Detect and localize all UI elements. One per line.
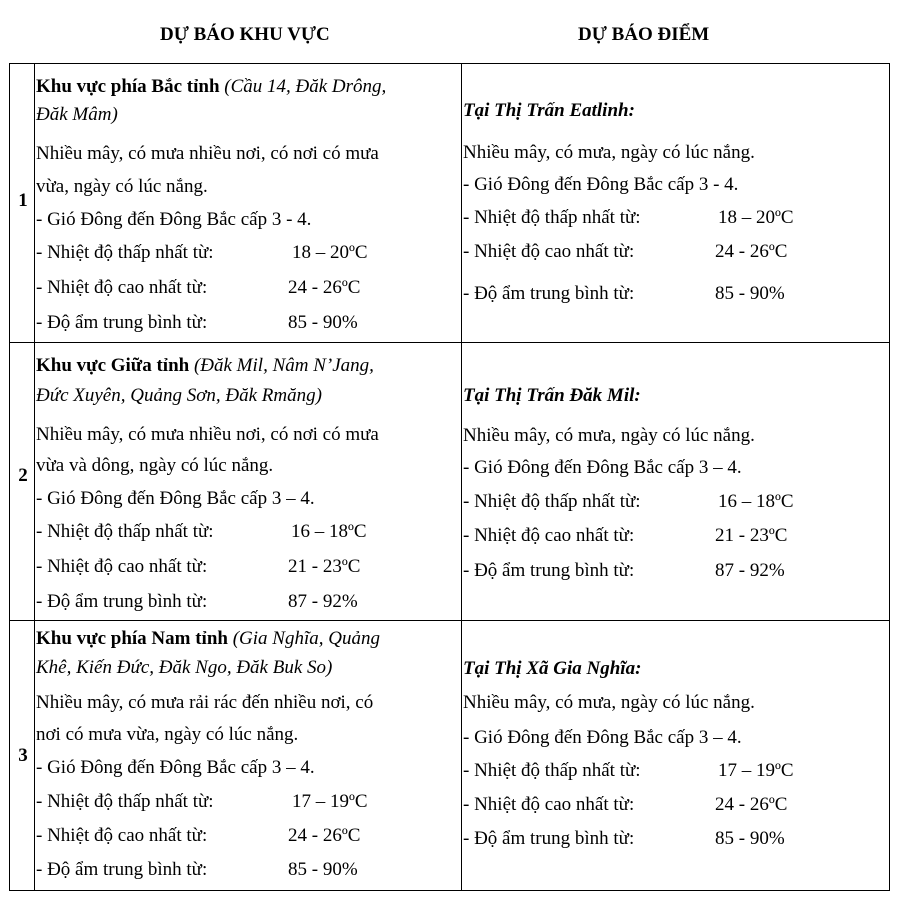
point-max-temp-value: 24 - 26ºC [715,794,788,815]
point-place: Tại Thị Xã Gia Nghĩa: [463,658,642,679]
point-description: Nhiều mây, có mưa, ngày có lúc nắng. [463,692,755,713]
area-description-cont: vừa và dông, ngày có lúc nắng. [36,455,274,476]
area-min-temp-value: 17 – 19ºC [292,791,368,812]
area-max-temp-value: 24 - 26ºC [288,825,361,846]
area-max-temp-value: 21 - 23ºC [288,556,361,577]
area-max-temp-label: - Nhiệt độ cao nhất từ: [36,556,208,577]
area-min-temp-value: 18 – 20ºC [292,242,368,263]
area-description: Nhiều mây, có mưa nhiều nơi, có nơi có mưa [36,143,379,164]
area-humidity-value: 87 - 92% [288,591,358,612]
area-description-cont: vừa, ngày có lúc nắng. [36,176,208,197]
area-description-cont: nơi có mưa vừa, ngày có lúc nắng. [36,724,299,745]
table-border-right [889,63,890,891]
point-forecast-header: DỰ BÁO ĐIỂM [578,24,710,45]
area-min-temp-value: 16 – 18ºC [291,521,367,542]
point-humidity-value: 85 - 90% [715,828,785,849]
area-max-temp-value: 24 - 26ºC [288,277,361,298]
area-max-temp-label: - Nhiệt độ cao nhất từ: [36,825,208,846]
table-border-bottom [9,890,890,891]
point-min-temp-value: 18 – 20ºC [718,207,794,228]
row-number: 3 [18,745,28,766]
table-border-top [9,63,890,64]
area-max-temp-label: - Nhiệt độ cao nhất từ: [36,277,208,298]
point-min-temp-value: 17 – 19ºC [718,760,794,781]
point-humidity-label: - Độ ẩm trung bình từ: [463,560,635,581]
point-min-temp-label: - Nhiệt độ thấp nhất từ: [463,207,641,228]
area-humidity-value: 85 - 90% [288,312,358,333]
row-number: 1 [18,190,28,211]
area-wind: - Gió Đông đến Đông Bắc cấp 3 - 4. [36,209,312,230]
table-row-divider-1 [9,342,890,343]
point-min-temp-value: 16 – 18ºC [718,491,794,512]
point-min-temp-label: - Nhiệt độ thấp nhất từ: [463,491,641,512]
point-place: Tại Thị Trấn Eatlinh: [463,100,635,121]
point-wind: - Gió Đông đến Đông Bắc cấp 3 - 4. [463,174,739,195]
point-description: Nhiều mây, có mưa, ngày có lúc nắng. [463,425,755,446]
area-title-italic: (Gia Nghĩa, Quảng [232,628,380,649]
area-title-bold: Khu vực phía Nam tỉnh [36,628,228,649]
area-title-italic-cont: Đăk Mâm) [36,104,118,125]
point-min-temp-label: - Nhiệt độ thấp nhất từ: [463,760,641,781]
point-humidity-label: - Độ ẩm trung bình từ: [463,283,635,304]
area-title-italic-cont: Khê, Kiến Đức, Đăk Ngo, Đăk Buk So) [36,657,333,678]
point-description: Nhiều mây, có mưa, ngày có lúc nắng. [463,142,755,163]
area-min-temp-label: - Nhiệt độ thấp nhất từ: [36,242,214,263]
area-wind: - Gió Đông đến Đông Bắc cấp 3 – 4. [36,488,315,509]
area-humidity-label: - Độ ẩm trung bình từ: [36,859,208,880]
area-title-italic-cont: Đức Xuyên, Quảng Sơn, Đăk Rmăng) [36,385,322,406]
area-humidity-label: - Độ ẩm trung bình từ: [36,312,208,333]
point-max-temp-value: 21 - 23ºC [715,525,788,546]
area-humidity-label: - Độ ẩm trung bình từ: [36,591,208,612]
point-humidity-value: 85 - 90% [715,283,785,304]
table-divider-columns [461,63,462,891]
area-title [36,355,374,377]
area-title-bold: Khu vực Giữa tỉnh [36,355,190,376]
area-min-temp-label: - Nhiệt độ thấp nhất từ: [36,521,214,542]
area-description: Nhiều mây, có mưa rải rác đến nhiều nơi, có [36,692,374,713]
area-min-temp-label: - Nhiệt độ thấp nhất từ: [36,791,214,812]
point-max-temp-label: - Nhiệt độ cao nhất từ: [463,241,635,262]
area-title-italic: (Cầu 14, Đăk Drông, [224,76,387,97]
row-number: 2 [18,465,28,486]
area-humidity-value: 85 - 90% [288,859,358,880]
table-row-divider-2 [9,620,890,621]
point-max-temp-value: 24 - 26ºC [715,241,788,262]
point-wind: - Gió Đông đến Đông Bắc cấp 3 – 4. [463,457,742,478]
point-place: Tại Thị Trấn Đăk Mil: [463,385,641,406]
area-title-italic: (Đăk Mil, Nâm N’Jang, [193,355,374,376]
point-max-temp-label: - Nhiệt độ cao nhất từ: [463,525,635,546]
area-forecast-header: DỰ BÁO KHU VỰC [160,24,330,45]
point-humidity-label: - Độ ẩm trung bình từ: [463,828,635,849]
area-description: Nhiều mây, có mưa nhiều nơi, có nơi có mưa [36,424,379,445]
area-wind: - Gió Đông đến Đông Bắc cấp 3 – 4. [36,757,315,778]
area-title [36,76,386,98]
point-max-temp-label: - Nhiệt độ cao nhất từ: [463,794,635,815]
point-wind: - Gió Đông đến Đông Bắc cấp 3 – 4. [463,727,742,748]
point-humidity-value: 87 - 92% [715,560,785,581]
area-title [36,628,380,650]
area-title-bold: Khu vực phía Bắc tỉnh [36,76,220,97]
